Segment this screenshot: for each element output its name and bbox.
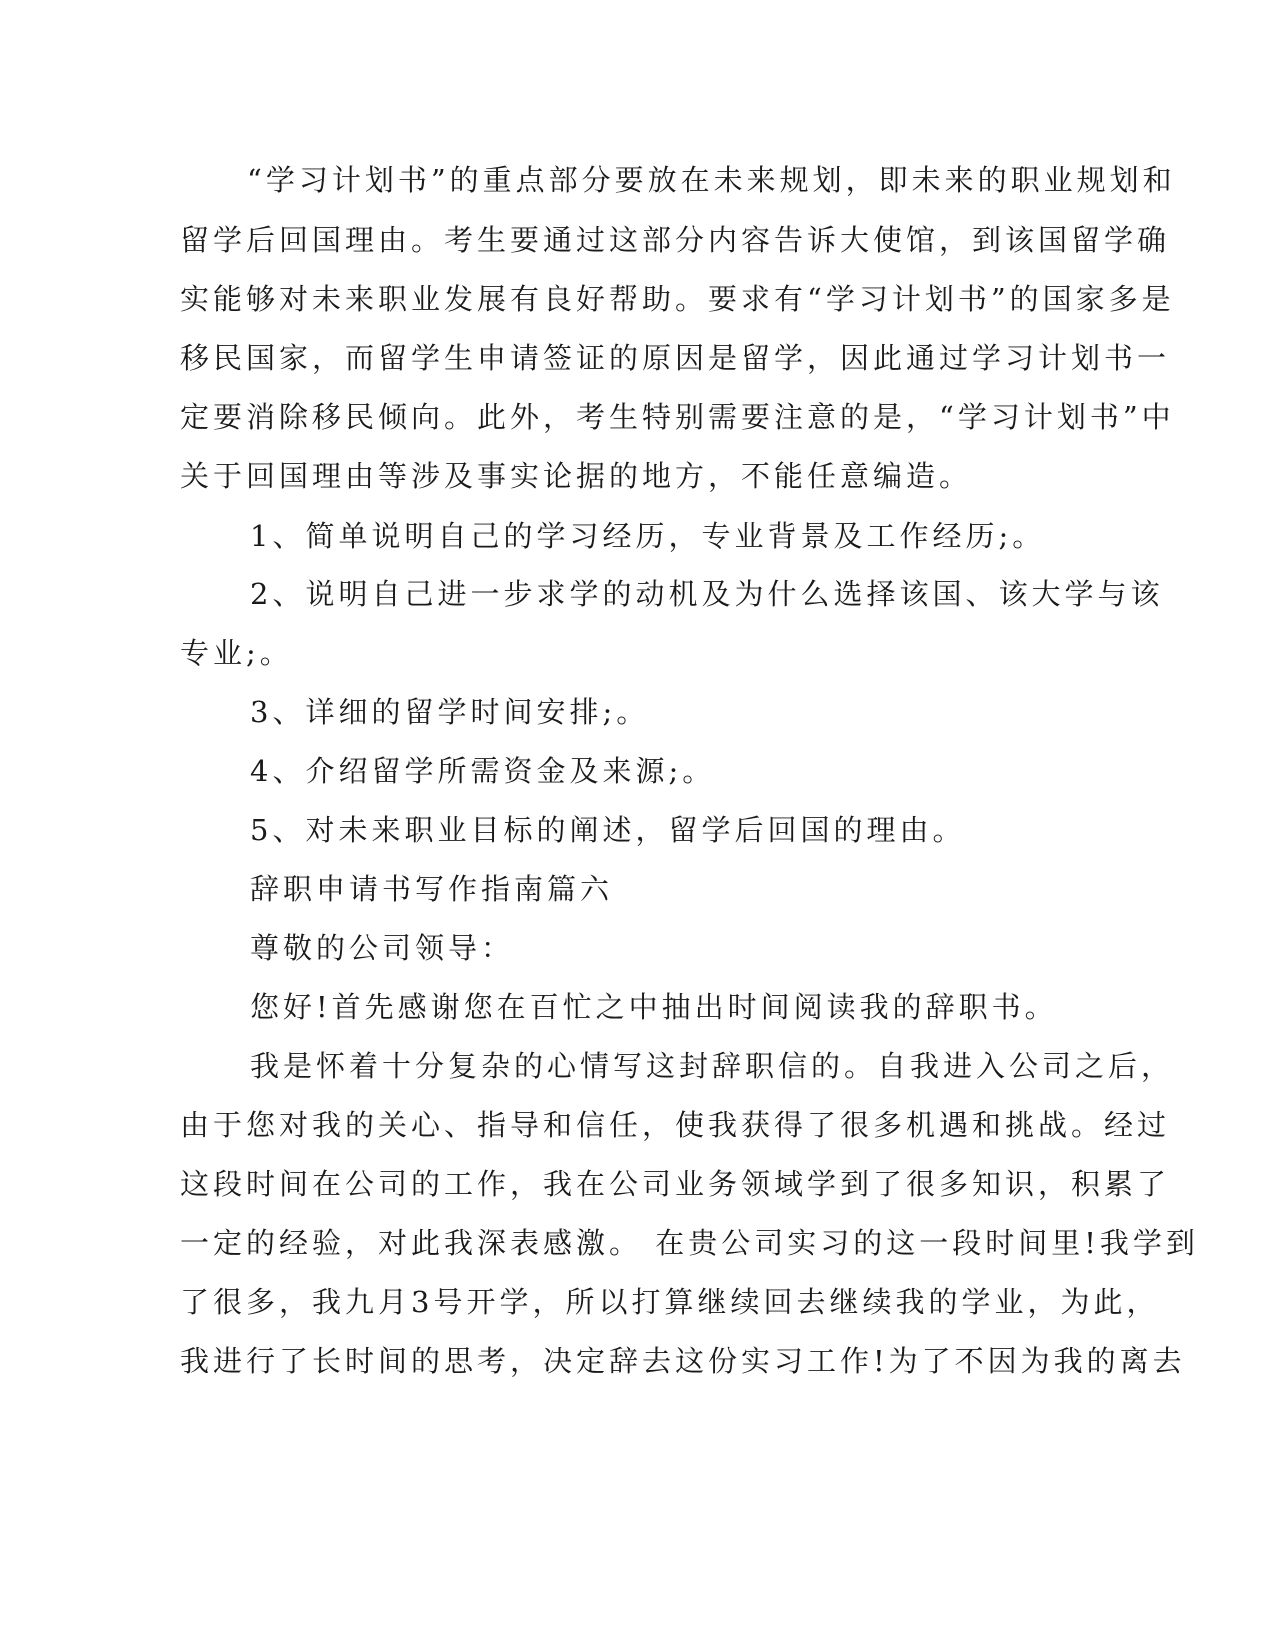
list-item: 1、简单说明自己的学习经历，专业背景及工作经历;。 [250, 519, 1046, 553]
text-line: 专业;。 [180, 636, 293, 670]
text-line: 这段时间在公司的工作，我在公司业务领域学到了很多知识，积累了 [180, 1167, 1171, 1201]
text-line: 一定的经验，对此我深表感激。 在贵公司实习的这一段时间里!我学到 [180, 1226, 1199, 1260]
list-item: 4、介绍留学所需资金及来源;。 [250, 754, 716, 788]
text-line: 关于回国理由等涉及事实论据的地方，不能任意编造。 [180, 459, 973, 493]
text-line: 我进行了长时间的思考，决定辞去这份实习工作!为了不因为我的离去 [180, 1344, 1186, 1378]
text-line: 实能够对未来职业发展有良好帮助。要求有“学习计划书”的国家多是 [180, 282, 1175, 316]
text-line: 我是怀着十分复杂的心情写这封辞职信的。自我进入公司之后， [250, 1049, 1175, 1083]
list-item: 3、详细的留学时间安排;。 [250, 695, 650, 729]
text-line: 定要消除移民倾向。此外，考生特别需要注意的是，“学习计划书”中 [180, 400, 1175, 434]
text-line: “学习计划书”的重点部分要放在未来规划，即未来的职业规划和 [247, 163, 1176, 197]
text-line: 了很多，我九月3号开学，所以打算继续回去继续我的学业，为此， [180, 1285, 1160, 1319]
list-item: 2、说明自己进一步求学的动机及为什么选择该国、该大学与该 [250, 577, 1164, 611]
text-line: 由于您对我的关心、指导和信任，使我获得了很多机遇和挑战。经过 [180, 1108, 1171, 1142]
text-line: 留学后回国理由。考生要通过这部分内容告诉大使馆，到该国留学确 [180, 223, 1171, 257]
section-heading: 辞职申请书写作指南篇六 [250, 872, 614, 906]
list-item: 5、对未来职业目标的阐述，留学后回国的理由。 [250, 813, 966, 847]
salutation: 尊敬的公司领导： [250, 931, 515, 965]
text-line: 移民国家，而留学生申请签证的原因是留学，因此通过学习计划书一 [180, 341, 1171, 375]
text-line: 您好!首先感谢您在百忙之中抽出时间阅读我的辞职书。 [250, 990, 1058, 1024]
